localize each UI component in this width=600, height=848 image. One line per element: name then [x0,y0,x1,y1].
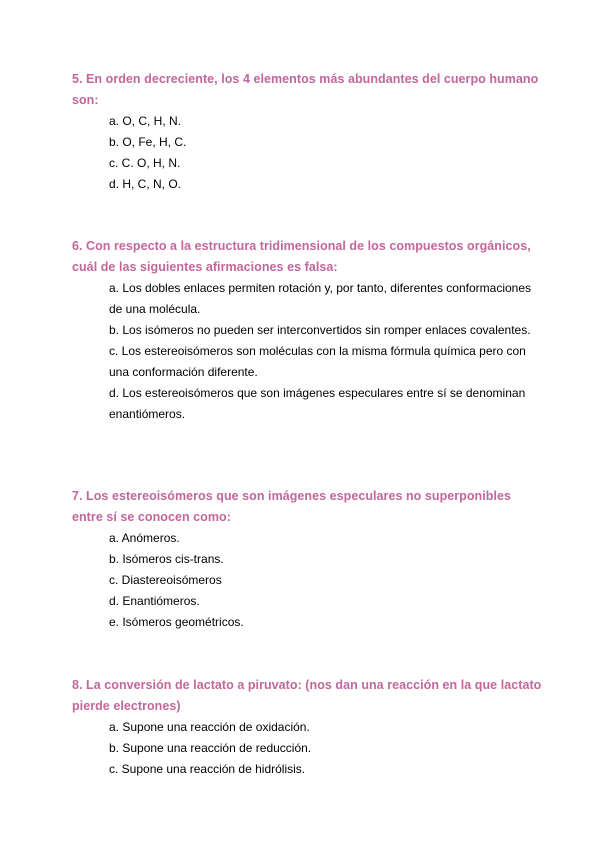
option-list [72,528,542,633]
option-c: c. Supone una reacción de hidrólisis. [109,762,306,776]
option-a: a. Supone una reacción de oxidación. [109,720,310,734]
question-title: 7. Los estereoisómeros que son imágenes especulares no superponibles entre sí se conocen como: [72,489,511,524]
option-b: b. O, Fe, H, C. [109,135,187,149]
option-d: d. H, C, N, O. [109,177,182,191]
question-5 [72,69,542,195]
option-list [72,278,542,425]
option-b: b. Isómeros cis-trans. [109,552,224,566]
option-a: a. O, C, H, N. [109,114,182,128]
option-list [72,717,542,780]
question-8 [72,675,542,780]
question-6 [72,236,542,425]
option-a: a. Anómeros. [109,531,180,545]
option-d: d. Enantiómeros. [109,594,200,608]
option-e: e. Isómeros geométricos. [109,615,244,629]
option-d: d. Los estereoisómeros que son imágenes especulares entre sí se denominan enantiómeros. [109,386,526,421]
question-7 [72,486,542,633]
question-title: 6. Con respecto a la estructura tridimensional de los compuestos orgánicos, cuál de las siguientes afirmaciones es falsa: [72,239,531,274]
option-a: a. Los dobles enlaces permiten rotación y, por tanto, diferentes conformaciones de una molécula. [109,281,532,316]
option-c: c. C. O, H, N. [109,156,181,170]
option-b: b. Supone una reacción de reducción. [109,741,312,755]
question-title: 5. En orden decreciente, los 4 elementos más abundantes del cuerpo humano son: [72,72,539,107]
question-title: 8. La conversión de lactato a piruvato: (nos dan una reacción en la que lactato pierde electrones) [72,678,542,713]
option-c: c. Los estereoisómeros son moléculas con la misma fórmula química pero con una conformación diferente. [109,344,526,379]
option-b: b. Los isómeros no pueden ser interconvertidos sin romper enlaces covalentes. [109,323,531,337]
option-c: c. Diastereoisómeros [109,573,222,587]
option-list [72,111,542,195]
